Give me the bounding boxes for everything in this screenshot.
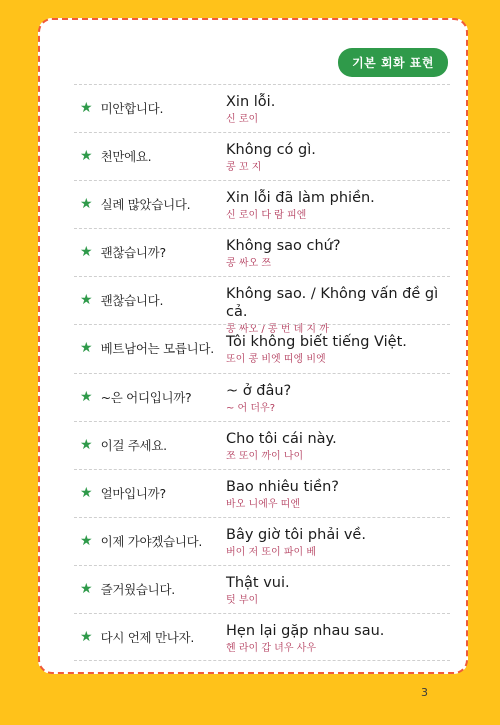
vietnamese-block <box>226 189 446 222</box>
phrase-row <box>74 132 450 180</box>
star-icon: ★ <box>80 196 93 213</box>
vietnamese-block <box>226 237 446 270</box>
vietnamese-block <box>226 93 446 126</box>
phrase-row <box>74 276 450 336</box>
pronunciation-text: 신 로이 <box>226 114 259 125</box>
star-icon: ★ <box>80 148 93 165</box>
star-icon: ★ <box>80 532 93 549</box>
pronunciation-text: 버이 저 또이 파이 베 <box>226 546 316 558</box>
page-number: 3 <box>421 686 428 699</box>
phrase-list <box>74 84 450 661</box>
vietnamese-text: Không có gì. <box>226 142 316 159</box>
pronunciation-text: 헨 라이 갑 녀우 사우 <box>226 643 316 655</box>
vietnamese-block <box>226 333 446 366</box>
phrase-row <box>74 613 450 661</box>
korean-text: 이걸 주세요. <box>100 437 167 453</box>
vietnamese-text: Tôi không biết tiếng Việt. <box>226 334 407 351</box>
vietnamese-text: Xin lỗi đã làm phiền. <box>226 190 375 207</box>
section-badge: 기본 회화 표현 <box>338 48 448 77</box>
korean-text: 이제 가야겠습니다. <box>100 533 203 549</box>
vietnamese-text: Cho tôi cái này. <box>226 430 337 447</box>
phrase-row <box>74 565 450 613</box>
star-icon: ★ <box>80 388 93 405</box>
phrase-row <box>74 324 450 372</box>
phrase-row <box>74 421 450 469</box>
phrase-row <box>74 373 450 421</box>
phrase-row <box>74 228 450 276</box>
korean-text: ~은 어디입니까? <box>100 389 192 405</box>
pronunciation-text: 콩 싸오 / 콩 번 데 지 까 <box>226 324 329 336</box>
vietnamese-text: Hẹn lại gặp nhau sau. <box>226 623 385 640</box>
vietnamese-block <box>226 382 446 415</box>
phrase-row <box>74 84 450 132</box>
vietnamese-text: Thật vui. <box>226 574 290 591</box>
pronunciation-text: ~ 어 더우? <box>226 402 276 414</box>
korean-text: 다시 언제 만나자. <box>100 630 195 646</box>
phrase-card <box>38 18 468 674</box>
pronunciation-text: 또이 콩 비엣 띠엥 비엣 <box>226 354 326 366</box>
vietnamese-block <box>226 430 446 463</box>
vietnamese-text: Không sao chứ? <box>226 238 341 255</box>
pronunciation-text: 콩 꼬 지 <box>226 162 262 174</box>
phrase-row <box>74 517 450 565</box>
vietnamese-block <box>226 478 446 511</box>
korean-text: 즐거웠습니다. <box>100 581 175 597</box>
pronunciation-text: 콩 싸오 쯔 <box>226 258 271 270</box>
star-icon: ★ <box>80 244 93 261</box>
vietnamese-text: Bao nhiêu tiền? <box>226 478 339 495</box>
korean-text: 괜찮습니다. <box>100 293 164 309</box>
star-icon: ★ <box>80 436 93 453</box>
korean-text: 베트남어는 모릅니다. <box>100 341 214 357</box>
vietnamese-block <box>226 574 446 607</box>
vietnamese-text: ~ ở đâu? <box>226 382 292 399</box>
star-icon: ★ <box>80 484 93 501</box>
phrase-row <box>74 180 450 228</box>
korean-text: 괜찮습니까? <box>100 245 166 261</box>
pronunciation-text: 텃 부이 <box>226 594 259 606</box>
korean-text: 천만에요. <box>100 149 152 165</box>
vietnamese-block <box>226 141 446 174</box>
star-icon: ★ <box>80 292 93 309</box>
vietnamese-text: Không sao. / Không vấn đề gì cả. <box>226 286 439 321</box>
korean-text: 얼마입니까? <box>100 485 166 501</box>
star-icon: ★ <box>80 580 93 597</box>
pronunciation-text: 신 로이 다 람 피엔 <box>226 210 307 222</box>
star-icon: ★ <box>80 100 93 116</box>
korean-text: 미안합니다. <box>100 101 164 116</box>
star-icon: ★ <box>80 629 93 646</box>
vietnamese-block <box>226 622 446 655</box>
vietnamese-block <box>226 526 446 559</box>
star-icon: ★ <box>80 340 93 357</box>
korean-text: 실례 많았습니다. <box>100 197 191 213</box>
pronunciation-text: 쪼 또이 까이 나이 <box>226 450 304 462</box>
phrase-row <box>74 469 450 517</box>
vietnamese-text: Xin lỗi. <box>226 94 276 110</box>
pronunciation-text: 바오 니에우 띠엔 <box>226 498 300 510</box>
vietnamese-text: Bây giờ tôi phải về. <box>226 526 366 543</box>
